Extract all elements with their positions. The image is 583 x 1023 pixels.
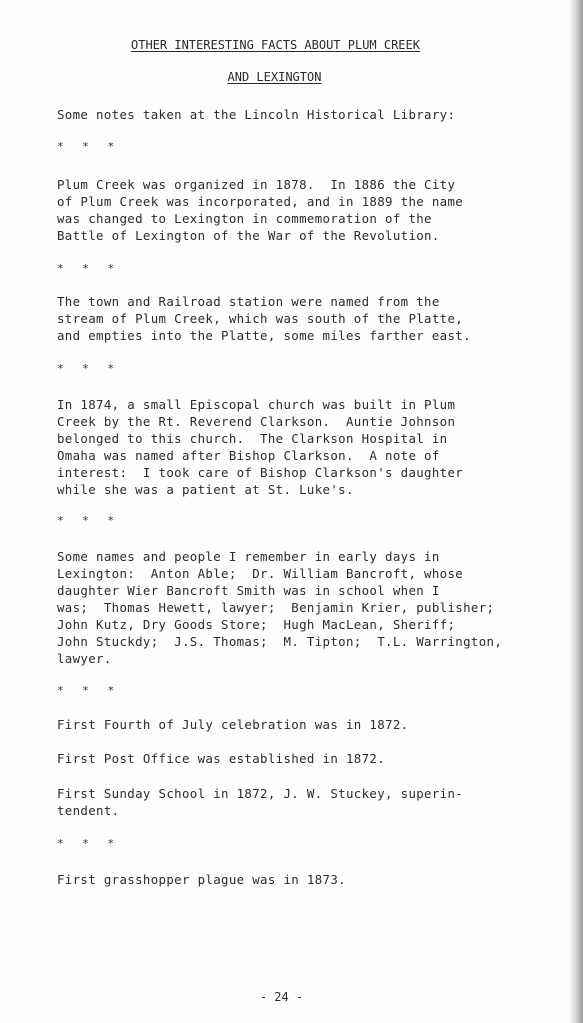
intro-text: Some notes taken at the Lincoln Historical Library: [57, 107, 456, 122]
p1-line-1: Plum Creek was organized in 1878. In 1886 the City [57, 177, 456, 192]
separator-3: * * * [57, 362, 121, 375]
p4-line-7: lawyer. [57, 651, 112, 666]
page-edge-shadow [569, 0, 583, 1023]
p3-line-6: while she was a patient at St. Luke's. [57, 482, 354, 497]
p7-line-1: First Sunday School in 1872, J. W. Stuckey, superin- [57, 786, 464, 801]
p2-line-1: The town and Railroad station were named from the [57, 294, 440, 309]
p4-line-1: Some names and people I remember in early days in [57, 549, 440, 564]
p7-line-2: tendent. [57, 803, 120, 818]
p2-line-2: stream of Plum Creek, which was south of the Platte, [57, 311, 464, 326]
title-line-2-text: AND LEXINGTON [227, 70, 322, 84]
title-line-2 [0, 70, 566, 84]
p1-line-4: Battle of Lexington of the War of the Revolution. [57, 228, 440, 243]
p4-line-6: John Stuckdy; J.S. Thomas; M. Tipton; T.L. Warrington, [57, 634, 503, 649]
p3-line-1: In 1874, a small Episcopal church was built in Plum [57, 397, 456, 412]
p3-line-4: Omaha was named after Bishop Clarkson. A note of [57, 448, 440, 463]
separator-6: * * * [57, 837, 121, 850]
title-line-1-text: OTHER INTERESTING FACTS ABOUT PLUM CREEK [131, 38, 420, 52]
p4-line-4: was; Thomas Hewett, lawyer; Benjamin Krier, publisher; [57, 600, 495, 615]
separator-1: * * * [57, 140, 121, 153]
p4-line-5: John Kutz, Dry Goods Store; Hugh MacLean, Sheriff; [57, 617, 456, 632]
p8-line: First grasshopper plague was in 1873. [57, 872, 346, 887]
p4-line-2: Lexington: Anton Able; Dr. William Bancroft, whose [57, 566, 464, 581]
page-number: - 24 - [259, 990, 304, 1004]
p5-line: First Fourth of July celebration was in 1872. [57, 717, 409, 732]
separator-5: * * * [57, 684, 121, 697]
p1-line-3: was changed to Lexington in commemoration of the [57, 211, 432, 226]
title-line-1 [0, 38, 567, 52]
p4-line-3: daughter Wier Bancroft Smith was in school when I [57, 583, 440, 598]
p2-line-3: and empties into the Platte, some miles farther east. [57, 328, 471, 343]
separator-4: * * * [57, 514, 121, 527]
p3-line-3: belonged to this church. The Clarkson Hospital in [57, 431, 448, 446]
p3-line-5: interest: I took care of Bishop Clarkson's daughter [57, 465, 464, 480]
p1-line-2: of Plum Creek was incorporated, and in 1889 the name [57, 194, 464, 209]
p3-line-2: Creek by the Rt. Reverend Clarkson. Auntie Johnson [57, 414, 456, 429]
separator-2: * * * [57, 262, 121, 275]
p6-line: First Post Office was established in 1872. [57, 751, 386, 766]
